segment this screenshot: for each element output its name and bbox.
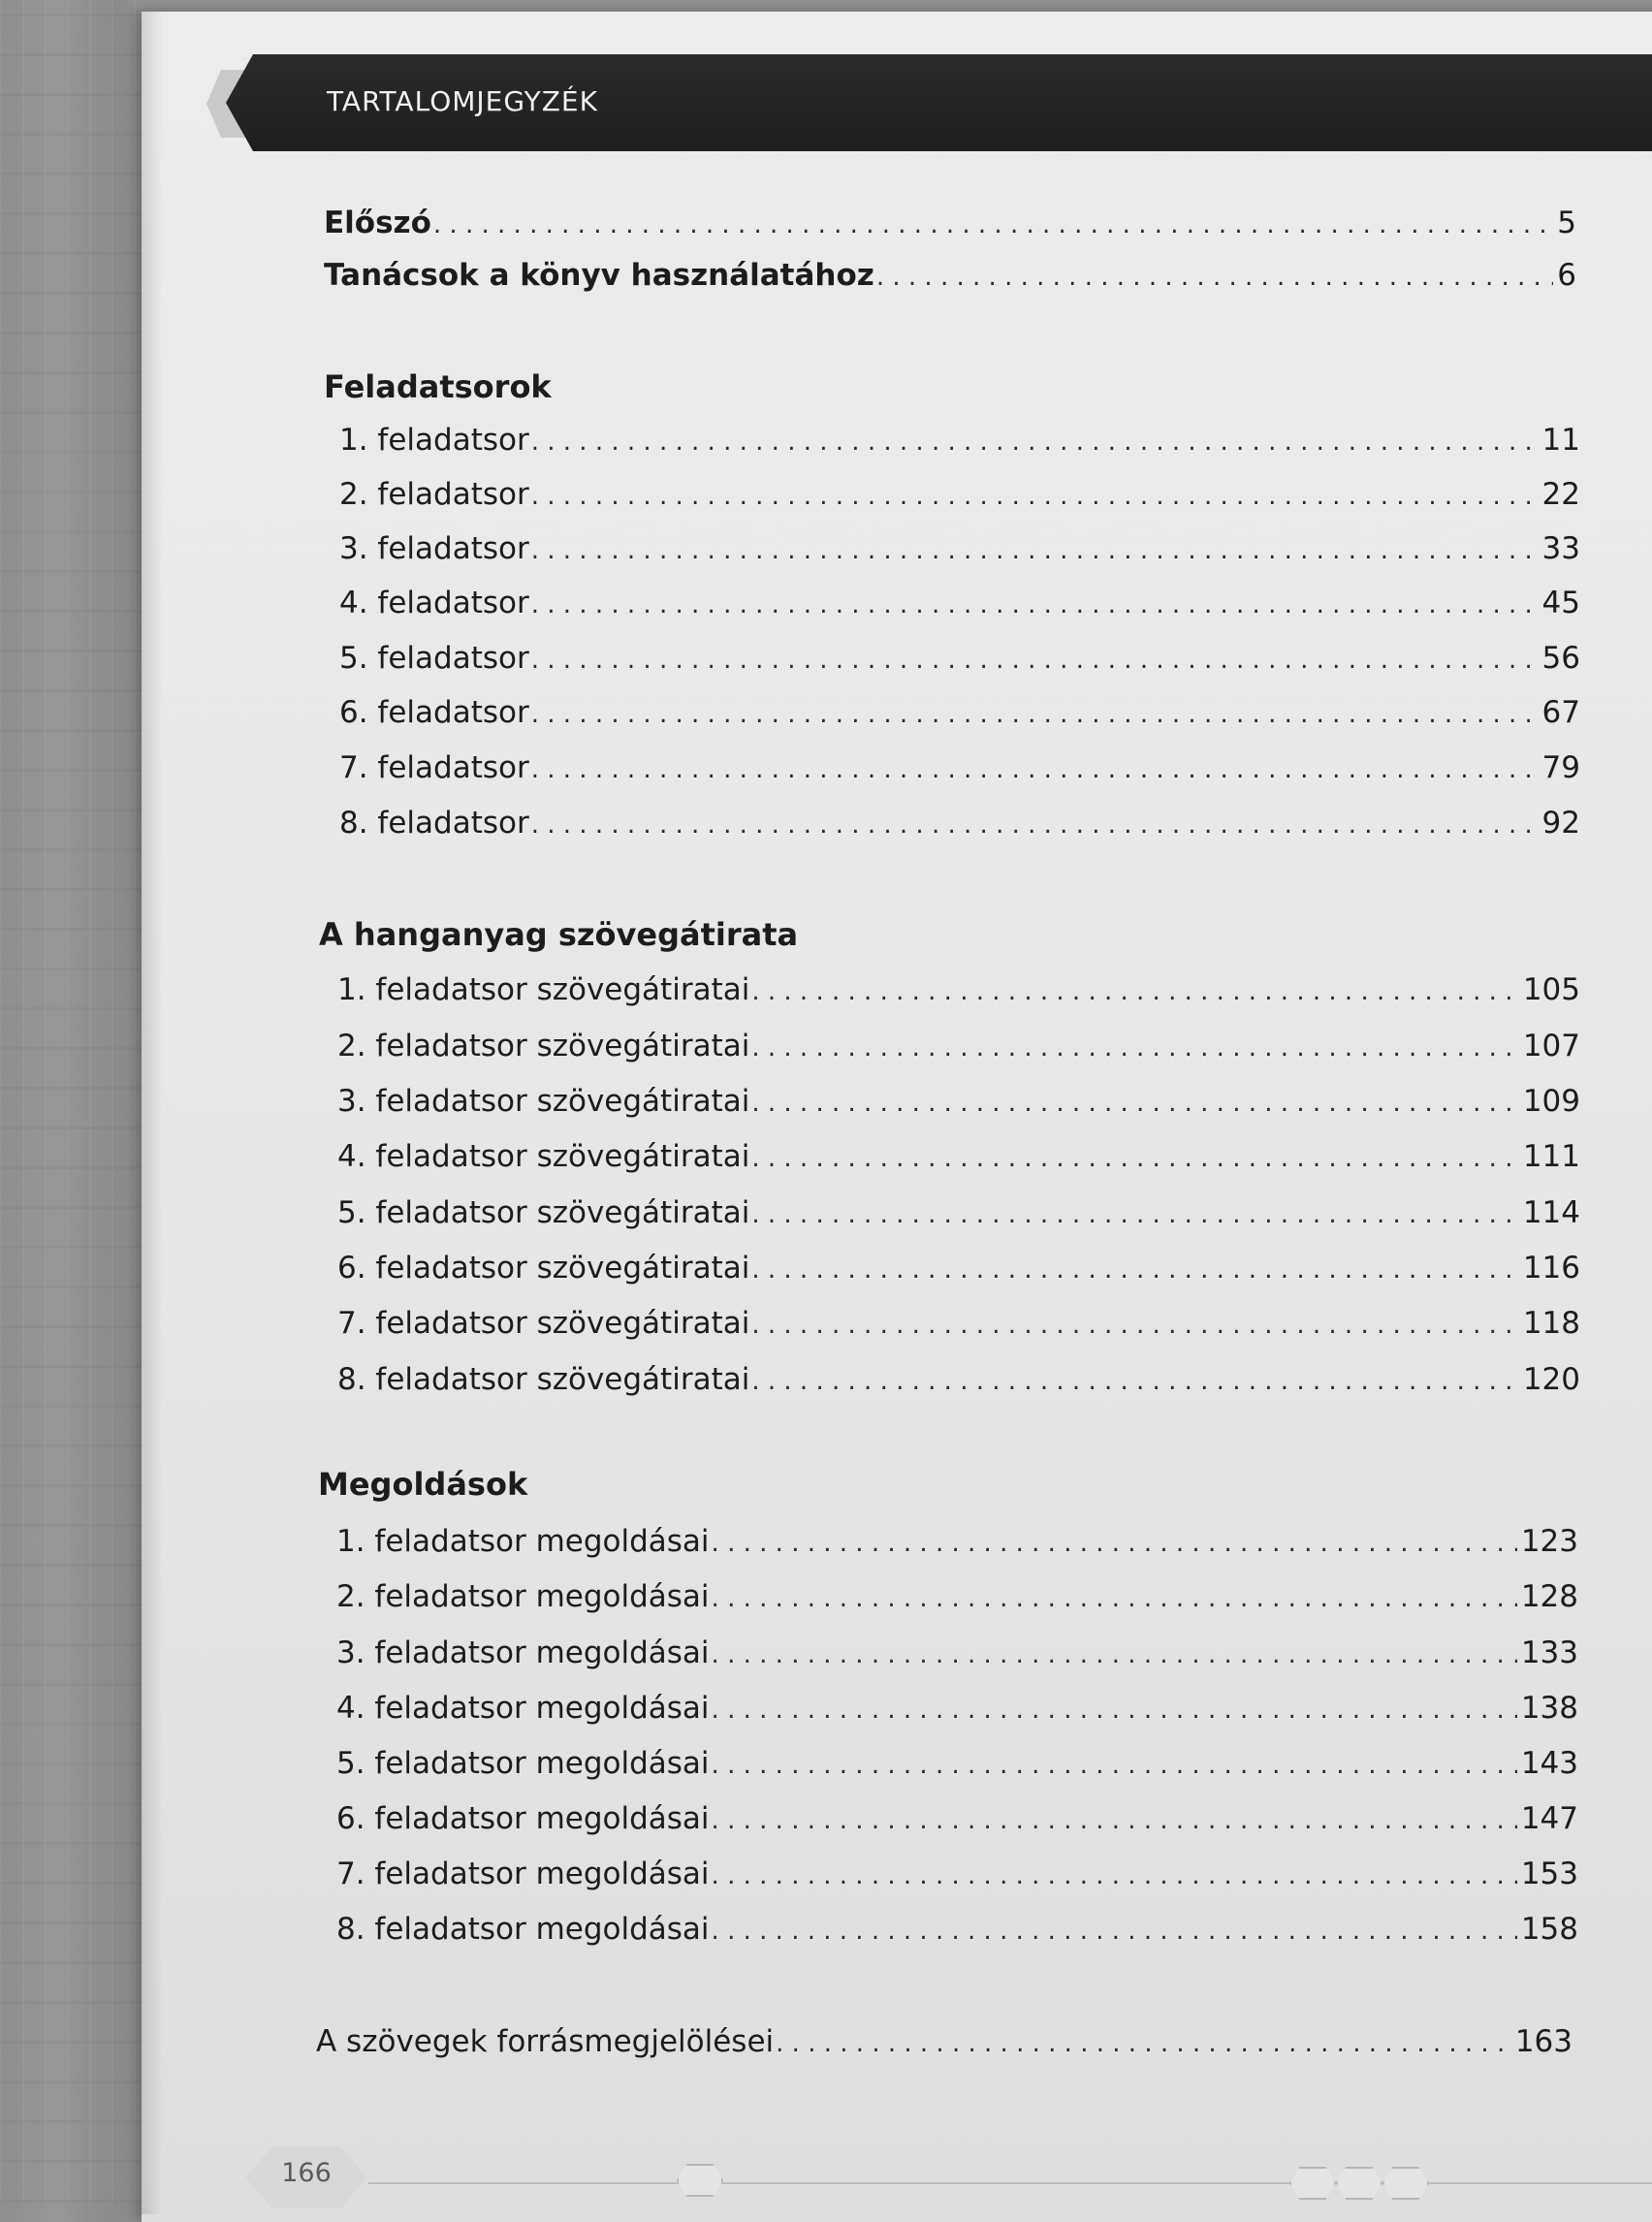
toc-entry-label: 3. feladatsor megoldásai [336, 1635, 710, 1670]
toc-entry [339, 475, 1580, 516]
toc-leader-dots [531, 477, 1539, 516]
toc-entry [336, 1744, 1578, 1785]
toc-entry-label: 4. feladatsor [339, 586, 529, 620]
toc-entry [337, 1082, 1580, 1123]
page-title: TARTALOMJEGYZÉK [327, 85, 598, 117]
toc-entry-page: 114 [1522, 1195, 1580, 1230]
toc-leader-dots [531, 695, 1539, 734]
toc-entry-page: 116 [1522, 1251, 1580, 1286]
toc-leader-dots [751, 1029, 1519, 1067]
toc-entry [337, 1249, 1580, 1289]
toc-entry-page: 5 [1557, 206, 1576, 240]
toc-entry-label: Előszó [324, 206, 431, 240]
toc-entry-page: 56 [1541, 641, 1580, 676]
toc-entry-page: 120 [1522, 1362, 1580, 1397]
toc-entry-label: 5. feladatsor szövegátiratai [337, 1195, 750, 1230]
toc-entry [337, 1360, 1580, 1401]
toc-entry-page: 79 [1541, 750, 1580, 785]
toc-entry [339, 584, 1580, 624]
toc-entry-sources [316, 2022, 1573, 2063]
toc-leader-dots [531, 531, 1539, 570]
toc-leader-dots [712, 1857, 1517, 1895]
toc-entry-label: 2. feladatsor szövegátiratai [337, 1029, 750, 1063]
toc-entry-page: 163 [1514, 2024, 1573, 2059]
toc-entry-page: 128 [1520, 1579, 1578, 1614]
toc-leader-dots [712, 1746, 1517, 1785]
toc-entry-page: 105 [1522, 972, 1580, 1007]
toc-entry-page: 147 [1520, 1801, 1578, 1836]
toc-entry-label: 7. feladatsor megoldásai [336, 1857, 710, 1891]
toc-entry-page: 22 [1541, 477, 1580, 512]
toc-entry-label: 7. feladatsor szövegátiratai [337, 1306, 750, 1341]
toc-entry-page: 158 [1520, 1912, 1578, 1947]
toc-entry-label: Tanácsok a könyv használatához [324, 258, 874, 293]
toc-entry-page: 153 [1520, 1857, 1578, 1891]
toc-entry [337, 1304, 1580, 1345]
toc-entry-page: 143 [1520, 1746, 1578, 1781]
footer-rule [368, 2182, 1652, 2184]
toc-leader-dots [531, 750, 1539, 789]
toc-entry [336, 1634, 1578, 1674]
toc-entry [336, 1522, 1578, 1563]
toc-entry-page: 92 [1541, 806, 1580, 841]
toc-entry-label: 5. feladatsor megoldásai [336, 1746, 710, 1781]
toc-leader-dots [531, 806, 1539, 844]
toc-leader-dots [751, 1139, 1519, 1178]
toc-entry [336, 1910, 1578, 1951]
toc-leader-dots [433, 206, 1553, 244]
toc-entry-label: 7. feladatsor [339, 750, 529, 785]
page-number: 166 [281, 2158, 332, 2188]
toc-leader-dots [712, 1635, 1517, 1674]
toc-entry [336, 1689, 1578, 1730]
toc-entry-page: 11 [1541, 423, 1580, 458]
toc-entry-label: 3. feladatsor szövegátiratai [337, 1084, 750, 1119]
toc-entry-label: 1. feladatsor szövegátiratai [337, 972, 750, 1007]
toc-leader-dots [712, 1579, 1517, 1618]
toc-entry-label: 1. feladatsor megoldásai [336, 1524, 710, 1559]
section-heading-feladatsorok: Feladatsorok [324, 368, 552, 405]
toc-entry [336, 1799, 1578, 1840]
toc-entry [339, 639, 1580, 680]
toc-entry [337, 1193, 1580, 1234]
toc-entry [336, 1855, 1578, 1895]
toc-entry-page: 111 [1522, 1139, 1580, 1174]
toc-entry [339, 529, 1580, 570]
toc-entry-label: 6. feladatsor megoldásai [336, 1801, 710, 1836]
toc-entry-label: 3. feladatsor [339, 531, 529, 566]
toc-leader-dots [876, 258, 1553, 297]
toc-leader-dots [751, 1195, 1519, 1234]
toc-leader-dots [776, 2024, 1511, 2063]
toc-entry-page: 133 [1520, 1635, 1578, 1670]
toc-entry [339, 421, 1580, 461]
toc-entry [339, 693, 1580, 734]
toc-entry-label: 1. feladatsor [339, 423, 529, 458]
toc-leader-dots [712, 1691, 1517, 1730]
toc-entry [337, 1027, 1580, 1067]
toc-leader-dots [751, 972, 1519, 1011]
toc-entry-page: 45 [1541, 586, 1580, 620]
toc-entry-page: 118 [1522, 1306, 1580, 1341]
toc-entry-page: 123 [1520, 1524, 1578, 1559]
toc-entry-label: 8. feladatsor [339, 806, 529, 841]
toc-leader-dots [531, 586, 1539, 624]
toc-entry-page: 6 [1557, 258, 1576, 293]
toc-entry-usage-tips [324, 256, 1576, 297]
toc-entry [339, 804, 1580, 844]
toc-entry-page: 138 [1520, 1691, 1578, 1726]
toc-entry [339, 748, 1580, 789]
toc-leader-dots [751, 1251, 1519, 1289]
toc-leader-dots [712, 1912, 1517, 1951]
toc-entry-page: 107 [1522, 1029, 1580, 1063]
toc-leader-dots [531, 641, 1539, 680]
toc-entry-label: 6. feladatsor szövegátiratai [337, 1251, 750, 1286]
toc-entry-label: 2. feladatsor megoldásai [336, 1579, 710, 1614]
section-heading-transcripts: A hanganyag szövegátirata [319, 916, 799, 953]
toc-leader-dots [712, 1801, 1517, 1840]
toc-entry-label: 8. feladatsor szövegátiratai [337, 1362, 750, 1397]
toc-leader-dots [751, 1306, 1519, 1345]
toc-entry-preface [324, 204, 1576, 244]
toc-leader-dots [531, 423, 1539, 461]
toc-leader-dots [751, 1084, 1519, 1123]
toc-leader-dots [751, 1362, 1519, 1401]
toc-entry-label: 4. feladatsor megoldásai [336, 1691, 710, 1726]
toc-entry [336, 1577, 1578, 1618]
toc-entry-label: 4. feladatsor szövegátiratai [337, 1139, 750, 1174]
toc-entry-page: 109 [1522, 1084, 1580, 1119]
toc-entry [337, 1137, 1580, 1178]
toc-entry-label: 6. feladatsor [339, 695, 529, 730]
toc-entry-label: 8. feladatsor megoldásai [336, 1912, 710, 1947]
toc-entry-label: A szövegek forrásmegjelölései [316, 2024, 775, 2059]
toc-entry [337, 970, 1580, 1011]
toc-entry-page: 33 [1541, 531, 1580, 566]
toc-entry-page: 67 [1541, 695, 1580, 730]
section-heading-solutions: Megoldások [318, 1466, 528, 1503]
toc-entry-label: 2. feladatsor [339, 477, 529, 512]
toc-leader-dots [712, 1524, 1517, 1563]
toc-entry-label: 5. feladatsor [339, 641, 529, 676]
